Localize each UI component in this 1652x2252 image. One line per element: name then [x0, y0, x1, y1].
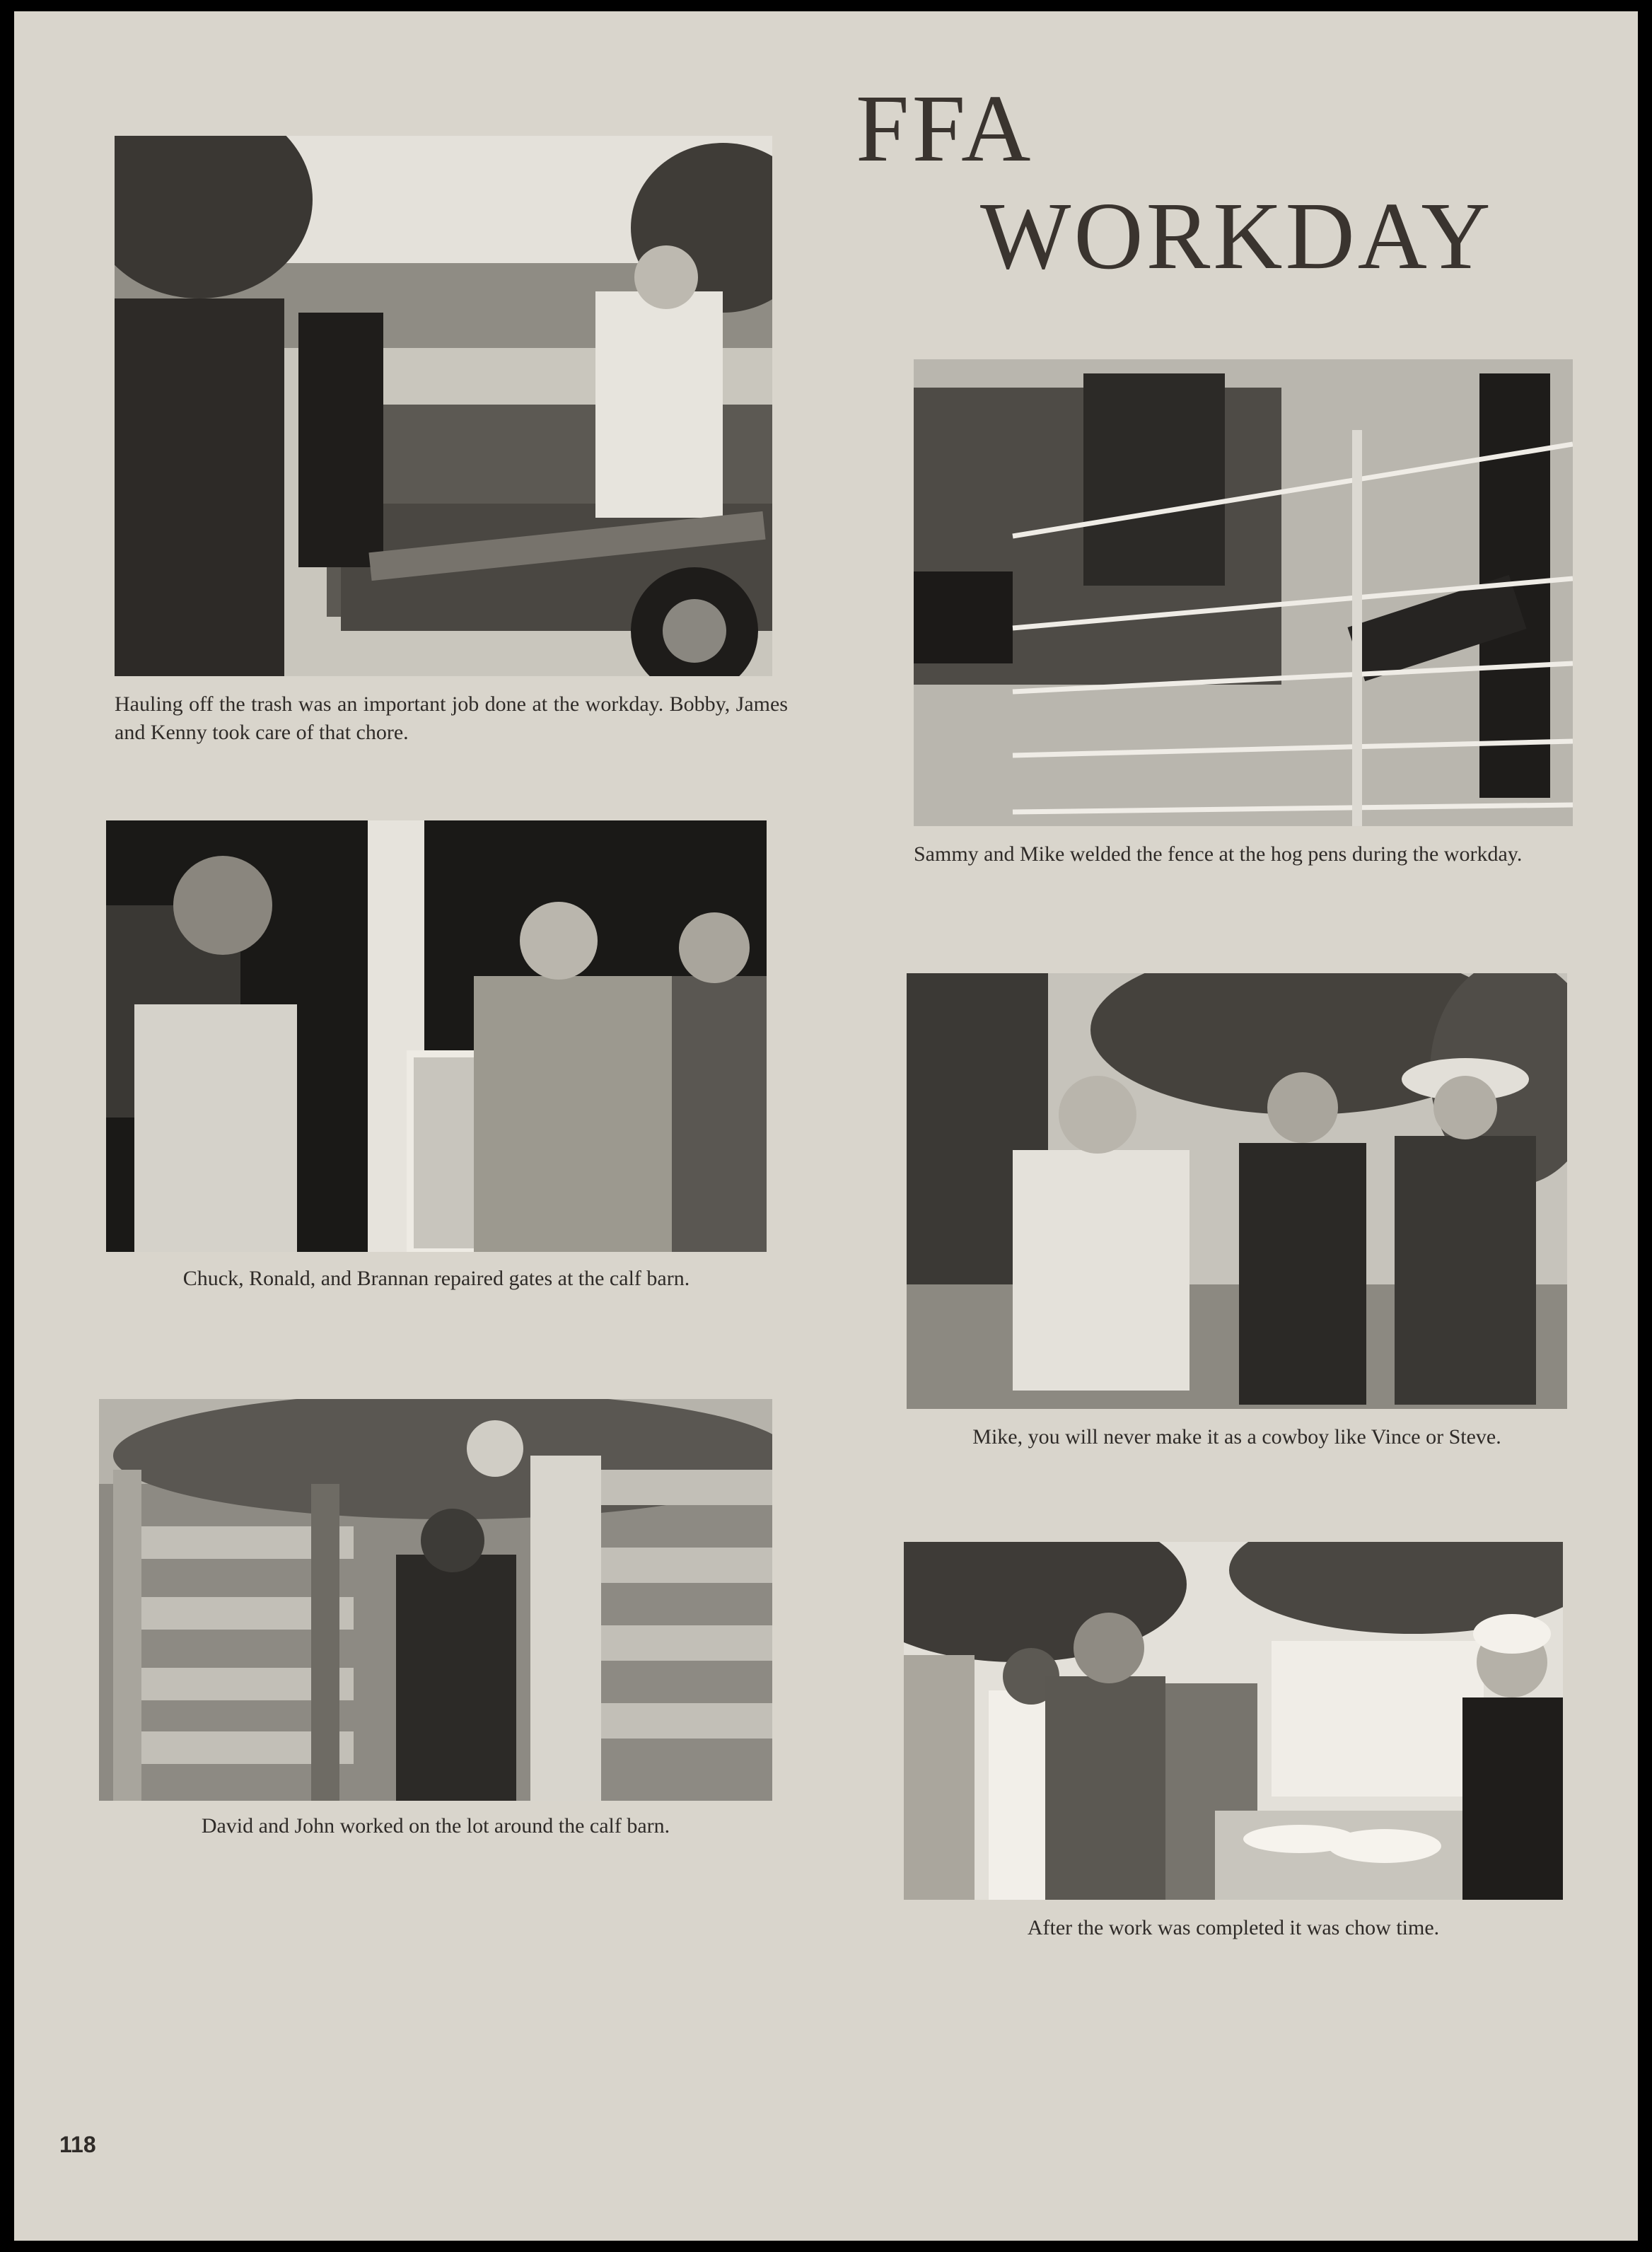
caption-repairing-gates: Chuck, Ronald, and Brannan repaired gates at the calf barn. — [182, 1267, 690, 1290]
page-title-line-2: WORKDAY — [980, 183, 1494, 289]
yearbook-page — [14, 11, 1638, 2241]
photo-welding-fence — [914, 359, 1573, 826]
caption-cowboy: Mike, you will never make it as a cowboy like Vince or Steve. — [972, 1425, 1501, 1449]
photo-chow-time — [904, 1542, 1563, 1900]
caption-hauling-trash: Hauling off the trash was an important job done at the workday. Bobby, James and Kenny took care of that chore. — [115, 692, 788, 744]
caption-welding-fence: Sammy and Mike welded the fence at the hog pens during the workday. — [914, 842, 1523, 866]
photo-cowboy — [907, 973, 1567, 1409]
photo-hauling-trash — [115, 136, 772, 676]
page-title-line-1: FFA — [856, 76, 1034, 182]
page-number: 118 — [59, 2132, 96, 2157]
photo-calf-barn-lot — [99, 1399, 772, 1801]
caption-chow-time: After the work was completed it was chow time. — [1027, 1916, 1440, 1939]
caption-calf-barn-lot: David and John worked on the lot around the calf barn. — [201, 1814, 670, 1838]
photo-repairing-gates — [106, 820, 767, 1252]
